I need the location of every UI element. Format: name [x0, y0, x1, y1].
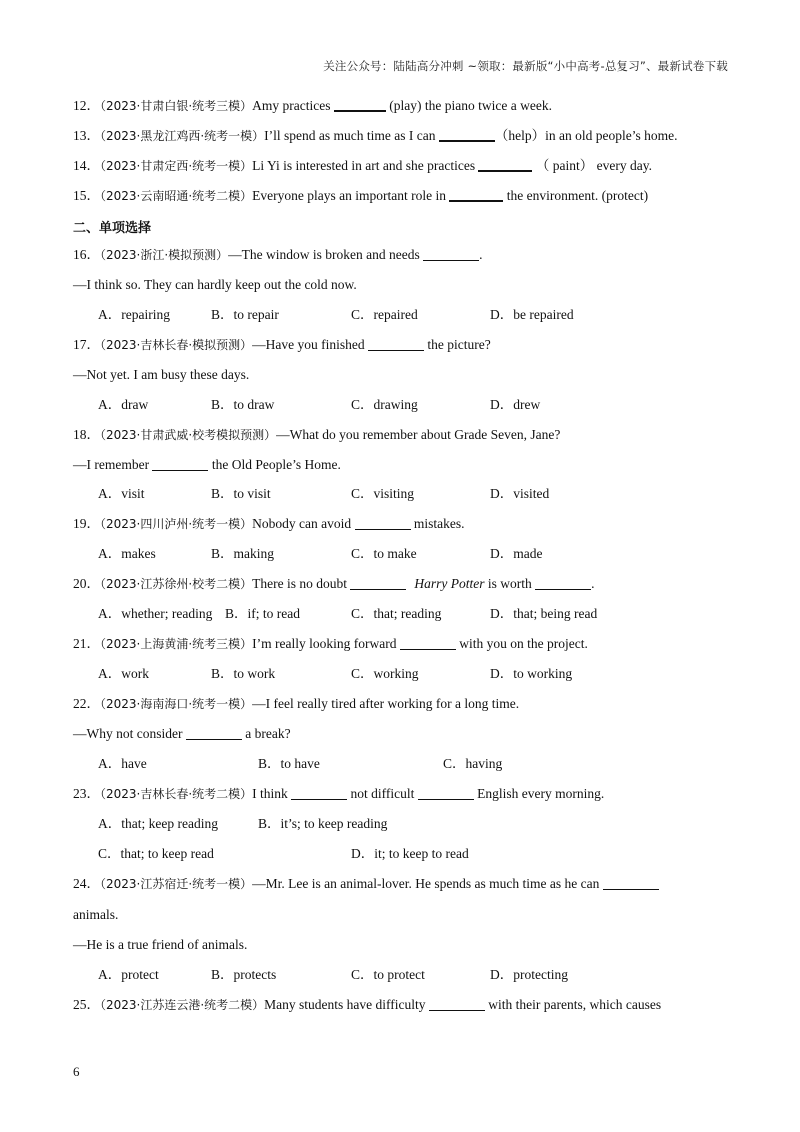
question-24 — [73, 875, 659, 893]
question-text: Amy practices — [252, 98, 334, 113]
page-number: 6 — [73, 1064, 80, 1079]
section-title: 二、单项选择 — [73, 221, 152, 236]
answer-blank[interactable] — [418, 798, 474, 800]
option-b[interactable]: B．making — [211, 546, 274, 561]
question-source: （2023·甘肃定西·统考一模） — [100, 159, 253, 173]
option-a[interactable]: A．work — [98, 666, 149, 681]
question-text: the picture? — [424, 337, 491, 352]
question-text: the Old People’s Home. — [208, 457, 341, 472]
answer-blank[interactable] — [439, 139, 495, 142]
question-number: 25． — [73, 997, 100, 1012]
question-text: （help）in an old people’s home. — [494, 128, 678, 143]
option-b[interactable]: B．to have — [258, 756, 320, 771]
question-number: 24． — [73, 876, 100, 891]
option-d[interactable]: D．to working — [490, 666, 573, 681]
option-b[interactable]: B．it’s; to keep reading — [258, 816, 388, 831]
option-d[interactable]: D．protecting — [490, 967, 568, 982]
question-source: （2023·上海黄浦·统考三模） — [100, 637, 253, 651]
answer-blank[interactable] — [355, 528, 411, 530]
answer-blank[interactable] — [429, 1009, 485, 1011]
question-source: （2023·吉林长春·模拟预测） — [100, 338, 253, 352]
question-14 — [73, 157, 652, 175]
question-19 — [73, 515, 465, 533]
question-number: 16． — [73, 247, 100, 262]
question-text: with their parents, which causes — [484, 997, 662, 1012]
option-a[interactable]: A．visit — [98, 486, 145, 501]
option-b[interactable]: B．to draw — [211, 397, 275, 412]
question-text: (play) the piano twice a week. — [385, 98, 552, 113]
option-c[interactable]: C．that; to keep read — [98, 846, 214, 861]
question-text: is worth — [484, 576, 536, 591]
question-source: （2023·云南昭通·统考二模） — [100, 189, 253, 203]
question-text: . — [591, 576, 595, 591]
question-source: （2023·吉林长春·统考二模） — [100, 787, 253, 801]
option-c[interactable]: C．working — [351, 666, 419, 681]
question-24-reply: —He is a true friend of animals. — [73, 937, 248, 952]
answer-blank[interactable] — [449, 199, 503, 202]
question-source: （2023·江苏宿迁·统考一模） — [100, 877, 253, 891]
answer-blank[interactable] — [291, 798, 347, 800]
option-a[interactable]: A．have — [98, 756, 147, 771]
question-text: I’m really looking forward — [252, 636, 400, 651]
question-text: a break? — [241, 726, 291, 741]
question-16 — [73, 246, 483, 264]
option-b[interactable]: B．to work — [211, 666, 276, 681]
option-a[interactable]: A．that; keep reading — [98, 816, 218, 831]
option-c[interactable]: C．having — [443, 756, 503, 771]
option-c[interactable]: C．to make — [351, 546, 417, 561]
option-a[interactable]: A．repairing — [98, 307, 170, 322]
question-number: 21． — [73, 636, 100, 651]
option-c[interactable]: C．to protect — [351, 967, 425, 982]
option-d[interactable]: D．visited — [490, 486, 550, 501]
option-b[interactable]: B．to visit — [211, 486, 271, 501]
question-22-reply — [73, 725, 291, 743]
question-number: 18． — [73, 427, 100, 442]
option-a[interactable]: A．draw — [98, 397, 149, 412]
question-22 — [73, 695, 519, 713]
page-header: 关注公众号：陆陆高分冲刺 ~领取：最新版“小中高考-总复习”、最新试卷下载 — [323, 59, 728, 73]
question-13 — [73, 127, 677, 145]
option-c[interactable]: C．repaired — [351, 307, 418, 322]
question-text: Everyone plays an important role in — [252, 188, 450, 203]
option-a[interactable]: A．whether; reading — [98, 606, 213, 621]
question-text: Many students have difficulty — [264, 997, 429, 1012]
option-a[interactable]: A．makes — [98, 546, 156, 561]
question-source: （2023·四川泸州·统考一模） — [100, 517, 253, 531]
question-number: 17． — [73, 337, 100, 352]
question-16-reply: —I think so. They can hardly keep out the cold now. — [73, 277, 357, 292]
question-number: 20． — [73, 576, 100, 591]
question-source: （2023·甘肃武威·校考模拟预测） — [100, 428, 277, 442]
answer-blank[interactable] — [400, 648, 456, 650]
question-text: English every morning. — [473, 786, 605, 801]
question-12 — [73, 97, 552, 115]
question-23 — [73, 785, 604, 803]
option-b[interactable]: B．if; to read — [225, 606, 300, 621]
answer-blank[interactable] — [152, 469, 208, 471]
question-source: （2023·黑龙江鸡西·统考一模） — [100, 129, 265, 143]
option-d[interactable]: D．made — [490, 546, 543, 561]
question-text: —Why not consider — [73, 726, 186, 741]
option-c[interactable]: C．drawing — [351, 397, 418, 412]
question-text: —I remember — [73, 457, 153, 472]
question-source: （2023·江苏连云港·统考二模） — [100, 998, 265, 1012]
option-a[interactable]: A．protect — [98, 967, 159, 982]
question-text: . — [479, 247, 483, 262]
answer-blank[interactable] — [423, 259, 479, 261]
question-number: 13． — [73, 128, 100, 143]
option-d[interactable]: D．it; to keep to read — [351, 846, 469, 861]
answer-blank[interactable] — [368, 349, 424, 351]
option-b[interactable]: B．to repair — [211, 307, 279, 322]
question-17-reply: —Not yet. I am busy these days. — [73, 367, 250, 382]
option-d[interactable]: D．be repaired — [490, 307, 574, 322]
question-source: （2023·江苏徐州·校考二模） — [100, 577, 253, 591]
question-number: 12． — [73, 98, 100, 113]
option-d[interactable]: D．drew — [490, 397, 541, 412]
question-number: 23． — [73, 786, 100, 801]
question-text: —I feel really tired after working for a long time. — [252, 696, 520, 711]
book-title: Harry Potter — [414, 576, 485, 591]
question-24-continued: animals. — [73, 907, 119, 922]
question-text: —Mr. Lee is an animal-lover. He spends as much time as he can — [252, 876, 603, 891]
question-source: （2023·海南海口·统考一模） — [100, 697, 253, 711]
question-number: 15． — [73, 188, 100, 203]
question-21 — [73, 635, 588, 653]
question-text: not difficult — [347, 786, 418, 801]
question-number: 19． — [73, 516, 100, 531]
question-text: the environment. (protect) — [503, 188, 649, 203]
question-text: I think — [252, 786, 292, 801]
question-source: （2023·甘肃白银·统考三模） — [100, 99, 253, 113]
question-text: Nobody can avoid — [252, 516, 355, 531]
question-text: （ paint） every day. — [532, 158, 652, 173]
option-c[interactable]: C．visiting — [351, 486, 415, 501]
question-text: —What do you remember about Grade Seven, Jane? — [276, 427, 561, 442]
question-text: mistakes. — [410, 516, 465, 531]
question-text: There is no doubt — [252, 576, 351, 591]
question-text: Li Yi is interested in art and she practices — [252, 158, 479, 173]
answer-blank[interactable] — [478, 169, 532, 172]
question-text: —The window is broken and needs — [228, 247, 424, 262]
question-text: I’ll spend as much time as I can — [264, 128, 439, 143]
question-15 — [73, 187, 648, 205]
option-c[interactable]: C．that; reading — [351, 606, 442, 621]
option-d[interactable]: D．that; being read — [490, 606, 598, 621]
option-b[interactable]: B．protects — [211, 967, 277, 982]
question-source: （2023·浙江·模拟预测） — [100, 248, 229, 262]
answer-blank[interactable] — [535, 588, 591, 590]
question-17 — [73, 336, 491, 354]
question-20 — [73, 575, 595, 593]
question-text: with you on the project. — [455, 636, 588, 651]
question-25 — [73, 996, 661, 1014]
answer-blank[interactable] — [334, 109, 386, 112]
question-number: 22． — [73, 696, 100, 711]
answer-blank[interactable] — [603, 888, 659, 890]
question-18-reply — [73, 456, 341, 474]
answer-blank[interactable] — [186, 738, 242, 740]
answer-blank[interactable] — [350, 588, 406, 590]
question-18 — [73, 426, 560, 444]
question-text: —Have you finished — [252, 337, 369, 352]
question-number: 14． — [73, 158, 100, 173]
